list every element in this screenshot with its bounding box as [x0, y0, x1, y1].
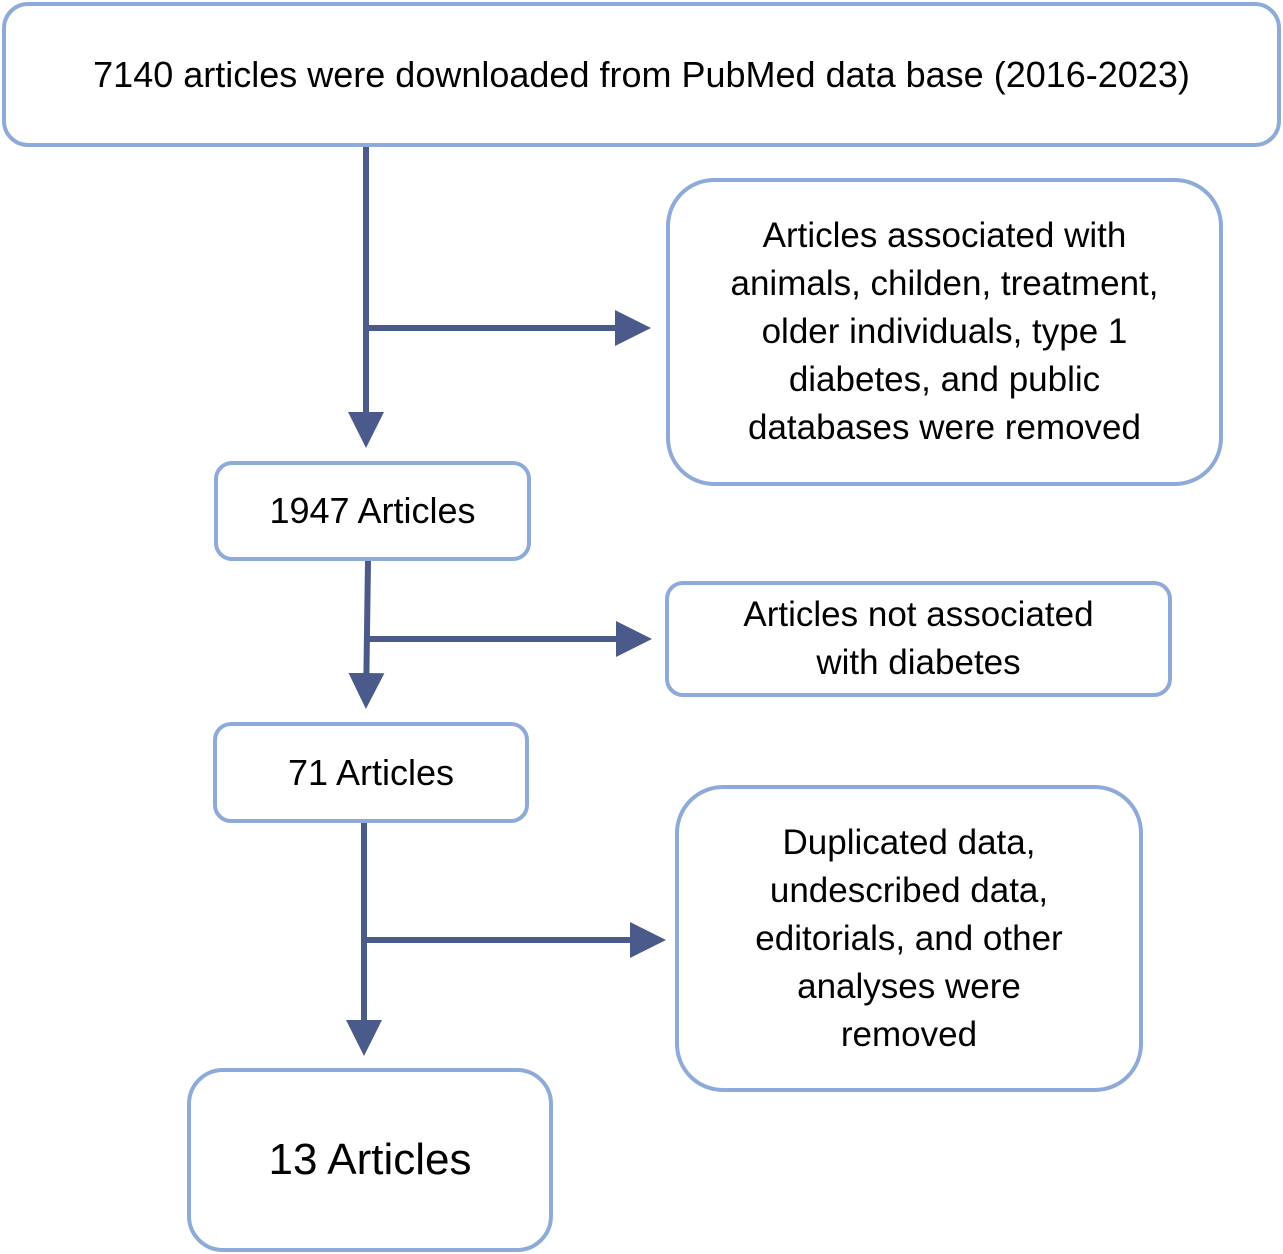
- exclusion-1-line: animals, childen, treatment,: [730, 264, 1159, 303]
- exclusion-1-line: older individuals, type 1: [761, 312, 1128, 351]
- exclusion-3-line: undescribed data,: [769, 870, 1049, 910]
- exclusion-3-text: [755, 819, 1062, 1059]
- exclusion-box-3: [675, 785, 1143, 1092]
- final-box: [187, 1068, 553, 1252]
- arrow-step1-to-step2: [366, 561, 368, 703]
- exclusion-1-line: diabetes, and public: [788, 360, 1101, 399]
- exclusion-1-text: [731, 212, 1159, 452]
- exclusion-3-line: Duplicated data,: [782, 822, 1036, 862]
- exclusion-3-line: removed: [840, 1014, 978, 1054]
- step-1-text: 1947 Articles: [269, 490, 476, 531]
- exclusion-box-1: [666, 178, 1223, 486]
- exclusion-2-line: Articles not associated: [743, 595, 1094, 634]
- exclusion-2-text: [743, 591, 1093, 687]
- exclusion-3-line: analyses were: [797, 966, 1021, 1006]
- start-box: [2, 2, 1281, 147]
- exclusion-1-line: Articles associated with: [762, 216, 1127, 255]
- exclusion-2-line: with diabetes: [816, 643, 1021, 682]
- exclusion-3-line: editorials, and other: [755, 918, 1063, 958]
- step-2-box: [213, 722, 529, 823]
- exclusion-box-2: [665, 581, 1172, 697]
- step-2-text: 71 Articles: [287, 751, 455, 793]
- exclusion-1-line: databases were removed: [747, 408, 1141, 447]
- step-1-box: [214, 461, 531, 561]
- start-text: 7140 articles were downloaded from PubMed data base (2016-2023): [93, 53, 1190, 95]
- final-text: 13 Articles: [268, 1135, 472, 1184]
